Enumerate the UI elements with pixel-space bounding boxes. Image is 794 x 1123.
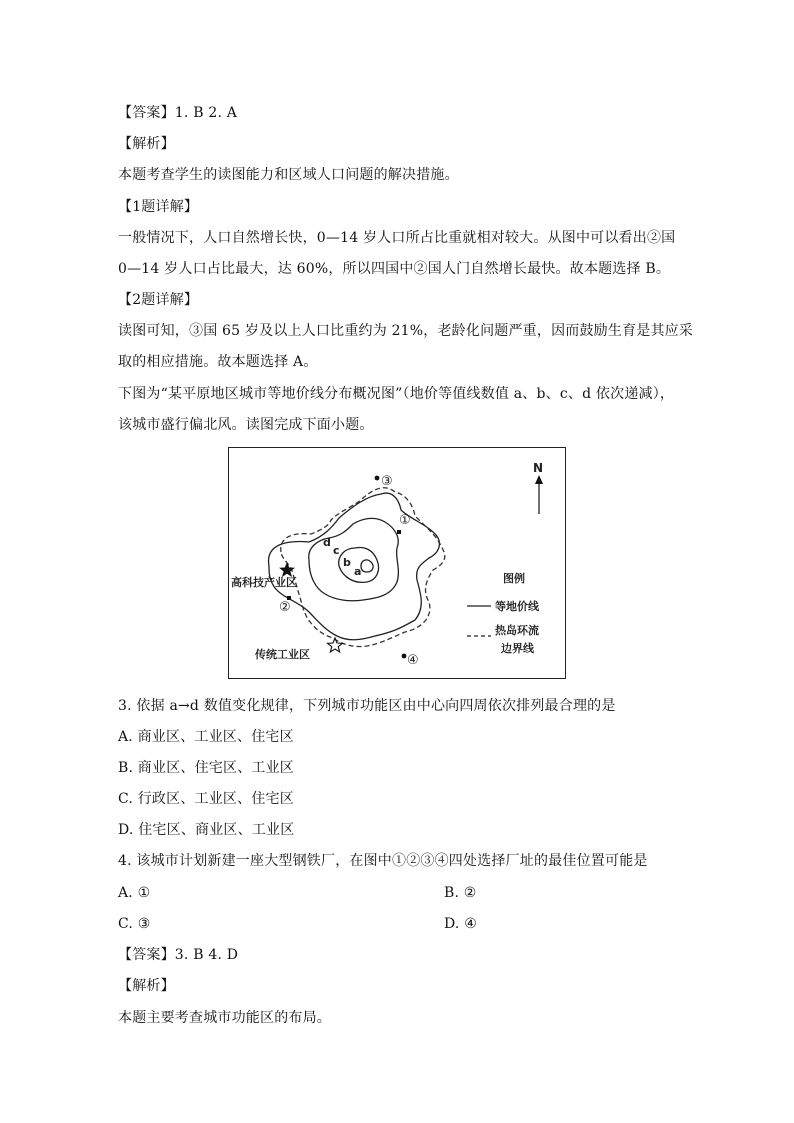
traditional-zone-label: 传统工业区 <box>255 648 310 661</box>
q3-option-b: B. 商业区、住宅区、工业区 <box>118 760 294 776</box>
q1-detail-heading: 【1题详解】 <box>118 199 199 215</box>
q2-detail-line-2: 取的相应措施。故本题选择 A。 <box>118 354 318 370</box>
q4-option-d: D. ④ <box>444 916 477 932</box>
contour-label-d: d <box>323 536 331 549</box>
contour-label-c: c <box>333 544 340 557</box>
site-3-dot <box>375 476 380 481</box>
q1-detail-line-2: 0—14 岁人口占比最大，达 60%，所以四国中②国人门自然增长最快。故本题选择 B。 <box>118 261 671 277</box>
q2-detail-heading: 【2题详解】 <box>118 292 199 308</box>
q4-option-a: A. ① <box>118 885 151 901</box>
q4-option-c: C. ③ <box>118 916 151 932</box>
q3-option-d: D. 住宅区、商业区、工业区 <box>118 822 295 838</box>
legend-title: 图例 <box>503 572 525 585</box>
site-4-label: ④ <box>407 653 419 668</box>
analysis-heading-2: 【解析】 <box>118 978 175 994</box>
land-price-contour-map <box>228 447 566 679</box>
contour-line-c <box>309 518 399 600</box>
analysis-text-2: 本题主要考查城市功能区的布局。 <box>118 1010 331 1026</box>
legend-heat-island-label-2: 边界线 <box>501 642 534 655</box>
site-3-label: ③ <box>381 474 393 489</box>
north-label: N <box>533 461 544 475</box>
legend-contour-label: 等地价线 <box>495 600 539 613</box>
legend-heat-island-label-1: 热岛环流 <box>495 624 539 637</box>
analysis-heading-1: 【解析】 <box>118 136 175 152</box>
contour-label-b: b <box>343 556 351 569</box>
q4-option-b: B. ② <box>444 885 477 901</box>
q3-stem: 3. 依据 a→d 数值变化规律，下列城市功能区由中心向四周依次排列最合理的是 <box>118 698 616 714</box>
answer-1-2: 【答案】1. B 2. A <box>118 105 238 121</box>
site-2-label: ② <box>279 600 291 615</box>
intro-line-1: 下图为“某平原地区城市等地价线分布概况图”（地价等值线数值 a、b、c、d 依次递减）， <box>118 386 675 402</box>
north-arrowhead-icon <box>535 475 543 484</box>
map-drawing <box>229 448 567 680</box>
q1-detail-line-1: 一般情况下，人口自然增长快，0—14 岁人口所占比重就相对较大。从图中可以看出②国 <box>118 230 676 246</box>
site-4-dot <box>402 654 407 659</box>
site-1-label: ① <box>399 513 411 528</box>
q3-option-c: C. 行政区、工业区、住宅区 <box>118 791 294 807</box>
q3-option-a: A. 商业区、工业区、住宅区 <box>118 729 294 745</box>
site-1-dot <box>397 530 401 534</box>
contour-label-a: a <box>354 565 362 578</box>
q2-detail-line-1: 读图可知，③国 65 岁及以上人口比重约为 21%，老龄化问题严重，因而鼓励生育是其应采 <box>118 323 694 339</box>
q4-stem: 4. 该城市计划新建一座大型钢铁厂，在图中①②③④四处选择厂址的最佳位置可能是 <box>118 853 648 869</box>
heat-island-boundary <box>281 488 445 647</box>
contour-line-a <box>361 560 373 572</box>
answer-3-4: 【答案】3. B 4. D <box>118 947 239 963</box>
hightech-zone-label: 高科技产业区 <box>231 576 297 589</box>
intro-line-2: 该城市盛行偏北风。读图完成下面小题。 <box>118 417 374 433</box>
analysis-text-1: 本题考查学生的读图能力和区域人口问题的解决措施。 <box>118 167 459 183</box>
